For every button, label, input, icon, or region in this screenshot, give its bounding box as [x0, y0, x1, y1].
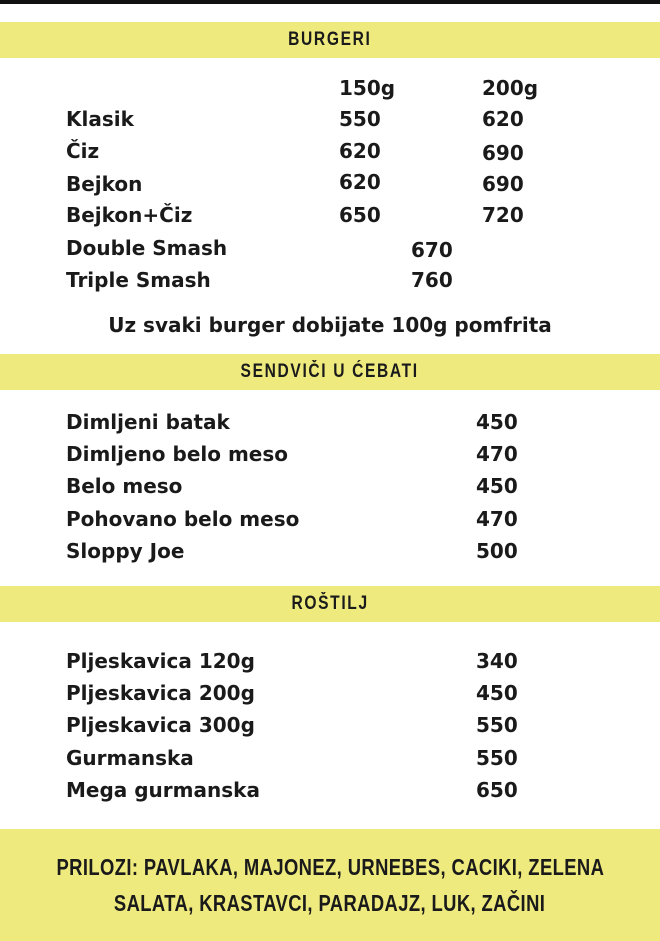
menu-item-price: 550 [476, 746, 518, 770]
menu-item-price: 500 [476, 539, 518, 563]
menu-item-name: Pohovano belo meso [66, 507, 300, 531]
section-header-rostilj [0, 586, 660, 622]
section-title: ROŠTILJ [291, 593, 369, 614]
menu-item-name: Bejkon [66, 172, 143, 196]
top-edge-bar [0, 0, 660, 4]
sides-line-1: PRILOZI: PAVLAKA, MAJONEZ, URNEBES, CACIKI, ZELENA [56, 854, 604, 880]
menu-item-price: 670 [411, 238, 453, 262]
menu-item-price: 470 [476, 442, 518, 466]
sides-footer [0, 829, 660, 941]
menu-item-price-150g: 550 [339, 107, 381, 131]
sides-line-2: SALATA, KRASTAVCI, PARADAJZ, LUK, ZAČINI [114, 890, 546, 916]
menu-item-price: 340 [476, 649, 518, 673]
menu-item-name: Gurmanska [66, 746, 194, 770]
menu-item-price-200g: 720 [482, 203, 524, 227]
menu-item-price: 450 [476, 474, 518, 498]
menu-item-price: 450 [476, 410, 518, 434]
column-header-150g: 150g [339, 76, 396, 100]
menu-item-name: Bejkon+Čiz [66, 203, 193, 227]
menu-item-name: Dimljeno belo meso [66, 442, 289, 466]
section-header-sendvici [0, 354, 660, 390]
menu-item-name: Double Smash [66, 236, 228, 260]
menu-item-name: Belo meso [66, 474, 183, 498]
menu-item-name: Klasik [66, 107, 134, 131]
menu-item-price-150g: 620 [339, 170, 381, 194]
menu-item-name: Sloppy Joe [66, 539, 185, 563]
menu-item-name: Pljeskavica 120g [66, 649, 255, 673]
menu-item-name: Pljeskavica 200g [66, 681, 255, 705]
menu-item-price-200g: 690 [482, 172, 524, 196]
menu-item-name: Dimljeni batak [66, 410, 230, 434]
menu-item-price-150g: 650 [339, 203, 381, 227]
section-title: SENDVIČI U ĆEBATI [240, 361, 420, 382]
menu-item-price: 450 [476, 681, 518, 705]
section-header-burgeri [0, 22, 660, 58]
column-header-200g: 200g [482, 76, 539, 100]
section-title: BURGERI [288, 29, 372, 50]
menu-item-price: 650 [476, 778, 518, 802]
menu-item-price-150g: 620 [339, 139, 381, 163]
menu-item-price-200g: 620 [482, 107, 524, 131]
menu-item-price: 760 [411, 268, 453, 292]
menu-item-price: 550 [476, 713, 518, 737]
menu-item-price: 470 [476, 507, 518, 531]
menu-item-name: Čiz [66, 139, 100, 163]
menu-item-name: Triple Smash [66, 268, 211, 292]
menu-item-price-200g: 690 [482, 141, 524, 165]
menu-item-name: Pljeskavica 300g [66, 713, 255, 737]
burger-note: Uz svaki burger dobijate 100g pomfrita [108, 313, 552, 337]
menu-item-name: Mega gurmanska [66, 778, 260, 802]
